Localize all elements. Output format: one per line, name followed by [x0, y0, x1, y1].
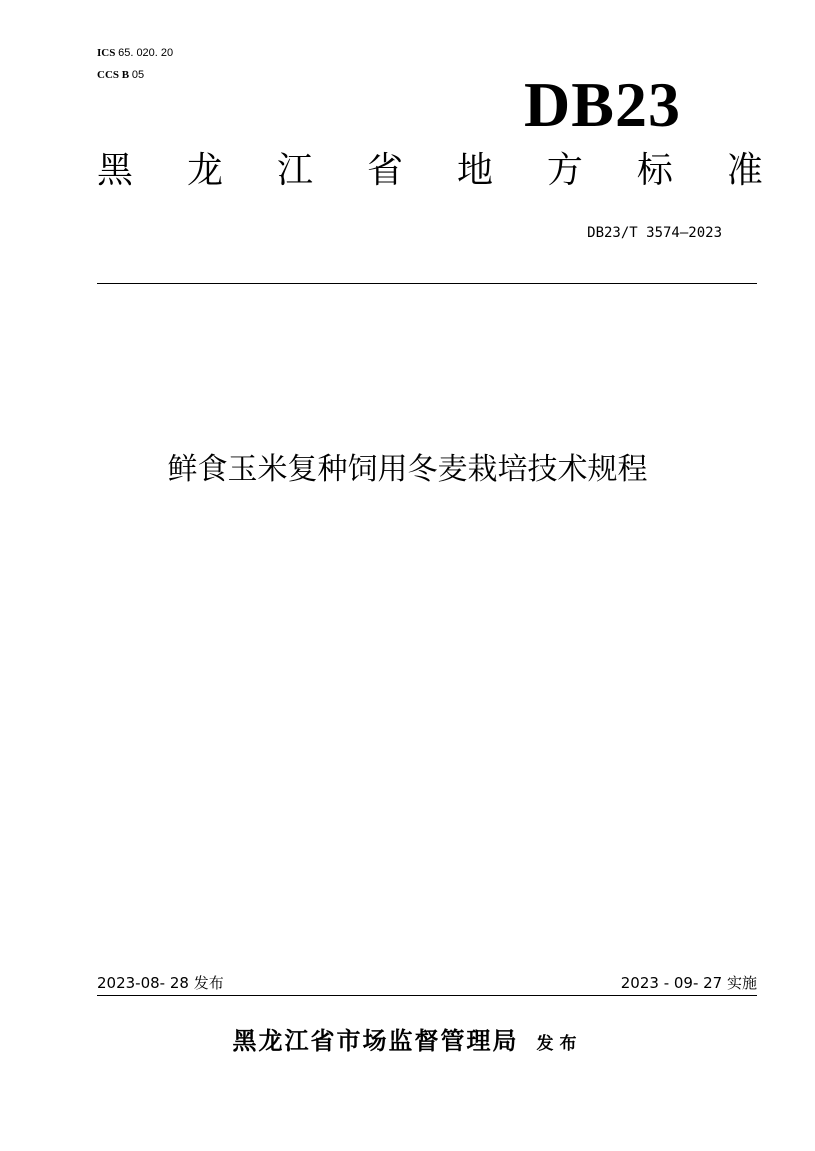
standard-type-char: 标 — [636, 150, 673, 191]
db-logo: DB23 — [524, 69, 681, 140]
document-title: 鲜食玉米复种饲用冬麦栽培技术规程 — [167, 452, 648, 487]
standard-type-char: 准 — [726, 150, 763, 191]
issuer-name: 黑龙江省市场监督管理局 — [232, 1026, 519, 1055]
standard-type-char: 省 — [366, 150, 403, 191]
standard-type-char: 方 — [546, 150, 583, 191]
standard-type-char: 江 — [276, 150, 313, 191]
ics-label: ICS — [97, 47, 116, 59]
standard-type-char: 地 — [456, 150, 493, 191]
standard-type-char: 龙 — [186, 150, 223, 191]
top-divider — [97, 283, 757, 284]
classification-codes — [97, 42, 173, 86]
ics-value: 65. 020. 20 — [118, 47, 174, 59]
implement-date: 2023 - 09- 27 实施 — [620, 974, 757, 992]
ics-code — [97, 42, 173, 64]
ccs-code — [97, 64, 173, 86]
bottom-divider — [97, 995, 757, 996]
date-row — [97, 972, 757, 994]
ccs-value: 05 — [131, 69, 145, 81]
standard-type-heading — [97, 146, 763, 196]
standard-type-char: 黑 — [97, 150, 134, 191]
ccs-label: CCS B — [97, 69, 130, 81]
standard-number: DB23/T 3574—2023 — [587, 225, 722, 241]
publish-date: 2023-08- 28 发布 — [97, 974, 224, 992]
issuer-line — [60, 1023, 755, 1062]
issuer-suffix: 发布 — [536, 1034, 583, 1054]
